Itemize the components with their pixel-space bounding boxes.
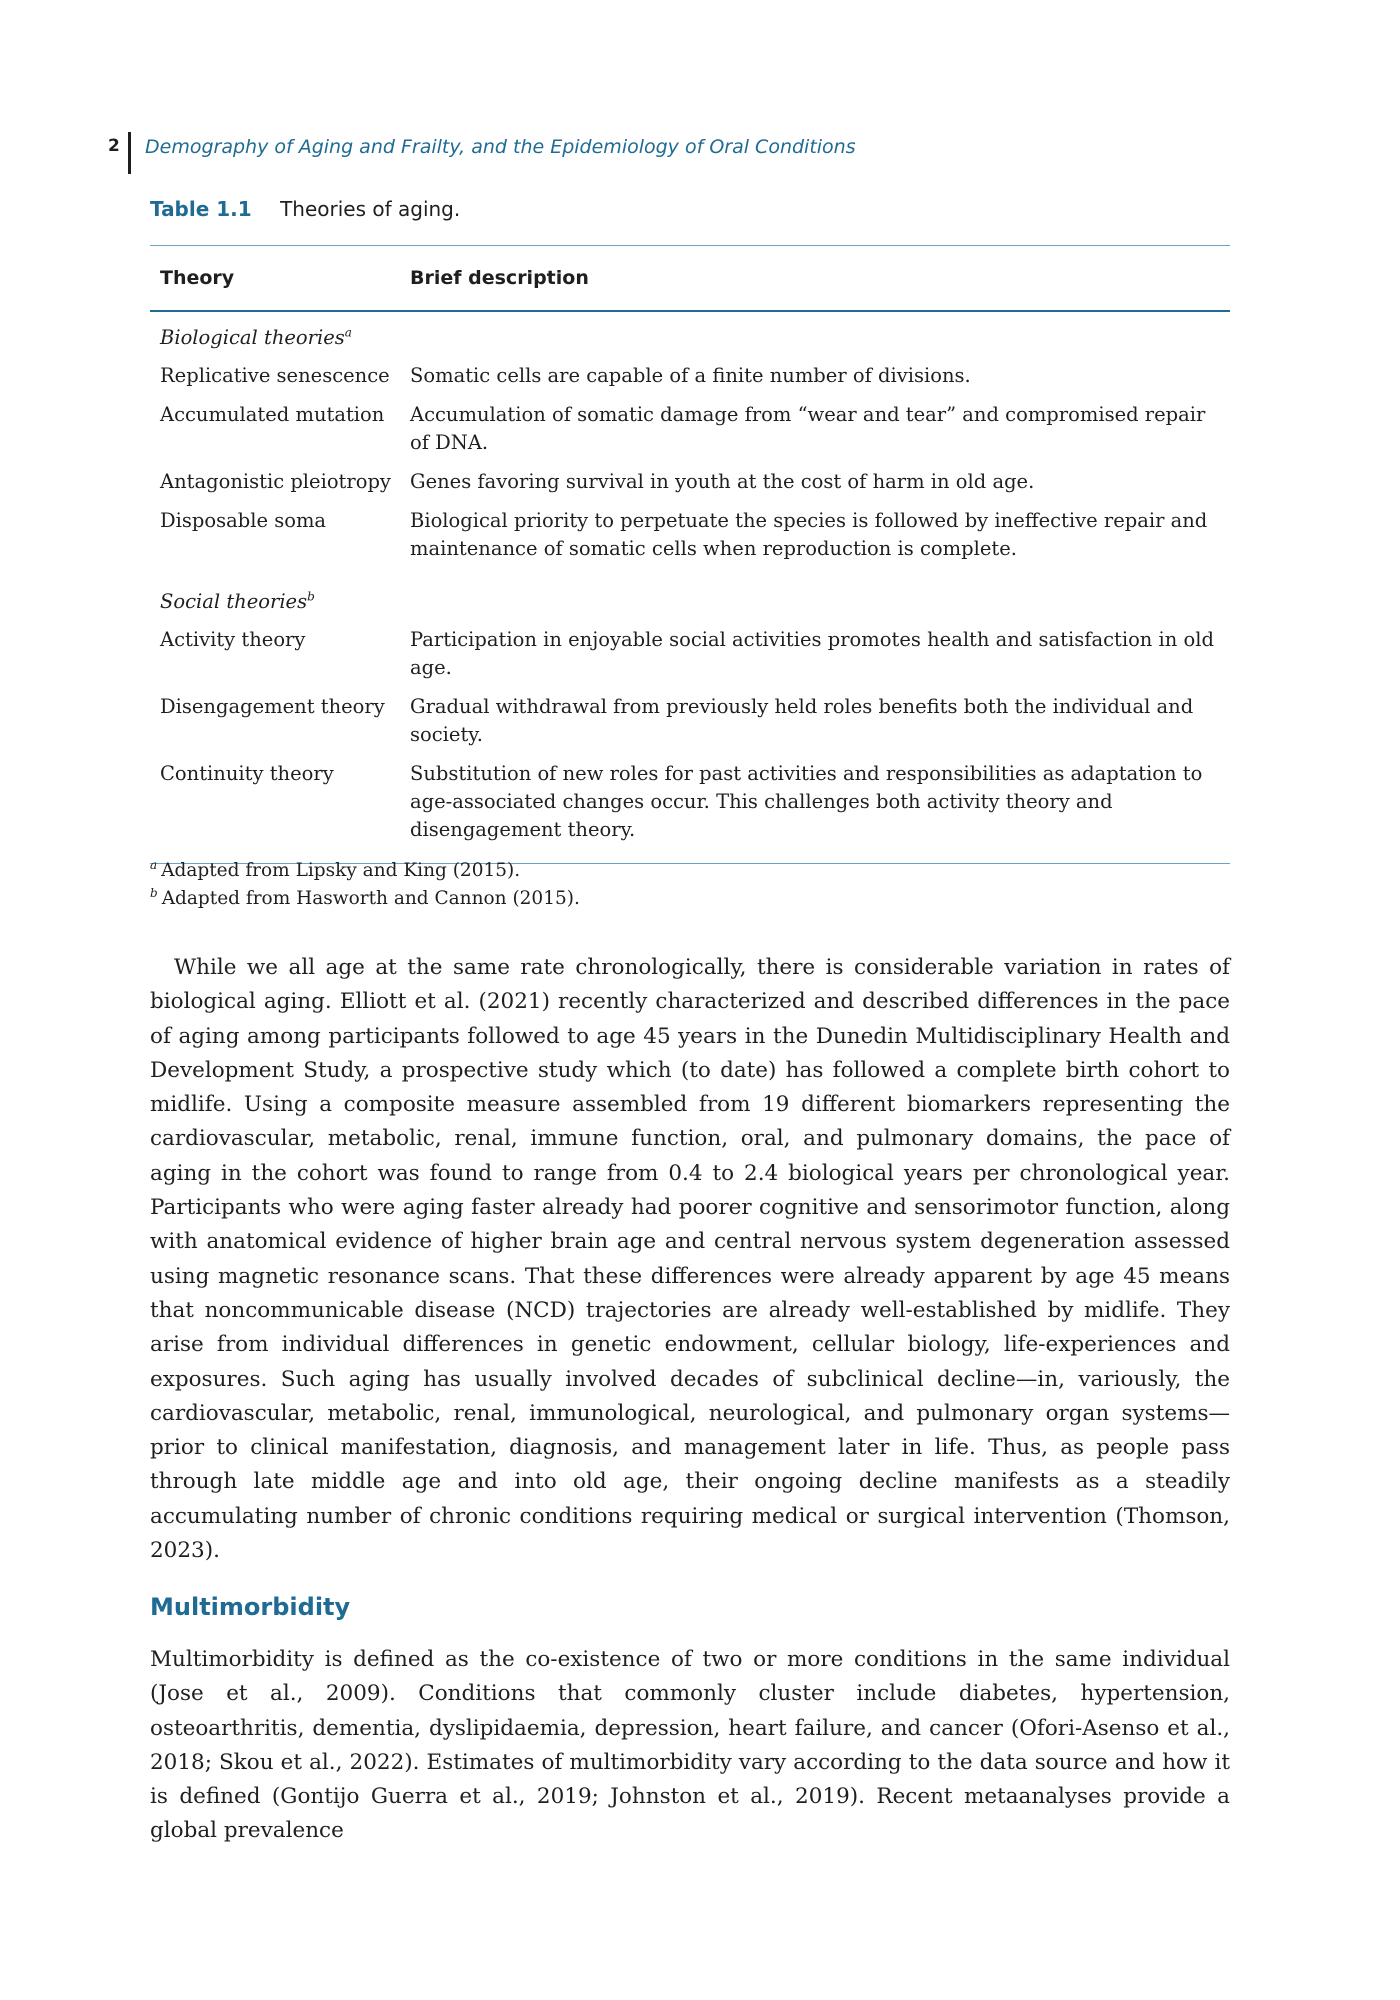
table-label: Table 1.1 xyxy=(150,197,252,221)
body-paragraph-multimorbidity: Multimorbidity is defined as the co-existence of two or more conditions in the same individual (Jose et al., 2009). Conditions that commonly cluster include diabetes, hypertension, osteoarthritis, dementia, dyslipidaemia, depression, heart failure, and cancer (Ofori-Asenso et al., 2018; Skou et al., 2022). Estimates of multimorbidity vary according to the data source and how it is defined (Gontijo Guerra et al., 2019; Johnston et al., 2019). Recent metaanalyses provide a global prevalence xyxy=(150,1647,1230,1844)
description-cell: Gradual withdrawal from previously held roles benefits both the individual and society. xyxy=(410,695,1194,746)
running-title: Demography of Aging and Frailty, and the Epidemiology of Oral Conditions xyxy=(145,136,856,158)
column-header-description: Brief description xyxy=(410,267,589,289)
table-caption xyxy=(150,197,460,221)
table-title: Theories of aging. xyxy=(280,197,461,221)
page-number: 2 xyxy=(108,136,120,156)
table-row xyxy=(150,626,1230,682)
theory-cell: Replicative senescence xyxy=(160,364,390,387)
body-paragraph-aging: While we all age at the same rate chronologically, there is considerable variation in rates of biological aging. Elliott et al. (2021) recently characterized and described differences in the pace of aging among participants followed to age 45 years in the Dunedin Multidisciplinary Health and Development Study, a prospective study which (to date) has followed a complete birth cohort to midlife. Using a composite measure assembled from 19 different biomarkers representing the cardiovascular, metabolic, renal, immune function, oral, and pulmonary domains, the pace of aging in the cohort was found to range from 0.4 to 2.4 biological years per chronological year. Participants who were aging faster already had poorer cognitive and sensorimotor function, along with anatomical evidence of higher brain age and central nervous system degeneration assessed using magnetic resonance scans. That these differences were already apparent by age 45 means that noncommunicable disease (NCD) trajectories are already well-established by midlife. They arise from individual differences in genetic endowment, cellular biology, life-experiences and exposures. Such aging has usually involved decades of subclinical decline—in, variously, the cardiovascular, metabolic, renal, immunological, neurological, and pulmonary organ systems—prior to clinical manifestation, diagnosis, and management later in life. Thus, as people pass through late middle age and into old age, their ongoing decline manifests as a steadily accumulating number of chronic conditions requiring medical or surgical intervention (Thomson, 2023). xyxy=(150,955,1230,1564)
theory-cell: Disposable soma xyxy=(160,509,327,532)
running-header xyxy=(108,132,856,174)
theory-cell: Antagonistic pleiotropy xyxy=(160,470,391,493)
description-cell: Somatic cells are capable of a finite number of divisions. xyxy=(410,364,971,387)
footnote-a: $^a$ Adapted from Lipsky and King (2015). xyxy=(150,857,521,881)
theory-cell: Disengagement theory xyxy=(160,695,385,718)
column-header-theory: Theory xyxy=(160,267,235,289)
table-row xyxy=(150,362,1230,390)
table-row xyxy=(150,693,1230,749)
description-cell: Participation in enjoyable social activities promotes health and satisfaction in old age. xyxy=(410,628,1215,679)
table-row xyxy=(150,401,1230,457)
section-heading-multimorbidity: Multimorbidity xyxy=(150,1593,351,1621)
table-row xyxy=(150,507,1230,563)
table-body xyxy=(150,312,1230,863)
theory-cell: Continuity theory xyxy=(160,762,334,785)
group-spacer xyxy=(150,574,1230,588)
group-label-social: Social theories$^b$ xyxy=(160,589,315,613)
table-header-row xyxy=(150,246,1230,310)
theories-table xyxy=(150,245,1230,864)
footnote-marker: a xyxy=(344,325,352,340)
group-label-biological: Biological theories$^a$ xyxy=(160,325,352,349)
table-row xyxy=(150,760,1230,844)
footnote-marker: b xyxy=(307,589,315,604)
theory-cell: Activity theory xyxy=(160,628,306,651)
footnote-b: $^b$ Adapted from Hasworth and Cannon (2015). xyxy=(150,885,580,909)
description-cell: Accumulation of somatic damage from “wear and tear” and compromised repair of DNA. xyxy=(410,403,1206,454)
table-footnotes xyxy=(150,857,580,913)
description-cell: Genes favoring survival in youth at the cost of harm in old age. xyxy=(410,470,1035,493)
description-cell: Substitution of new roles for past activities and responsibilities as adaptation to age-associated changes occur. This challenges both activity theory and disengagement theory. xyxy=(410,762,1203,841)
theory-cell: Accumulated mutation xyxy=(160,403,385,426)
table-row xyxy=(150,468,1230,496)
header-rule xyxy=(128,132,131,174)
description-cell: Biological priority to perpetuate the species is followed by ineffective repair and maintenance of somatic cells when reproduction is complete. xyxy=(410,509,1208,560)
